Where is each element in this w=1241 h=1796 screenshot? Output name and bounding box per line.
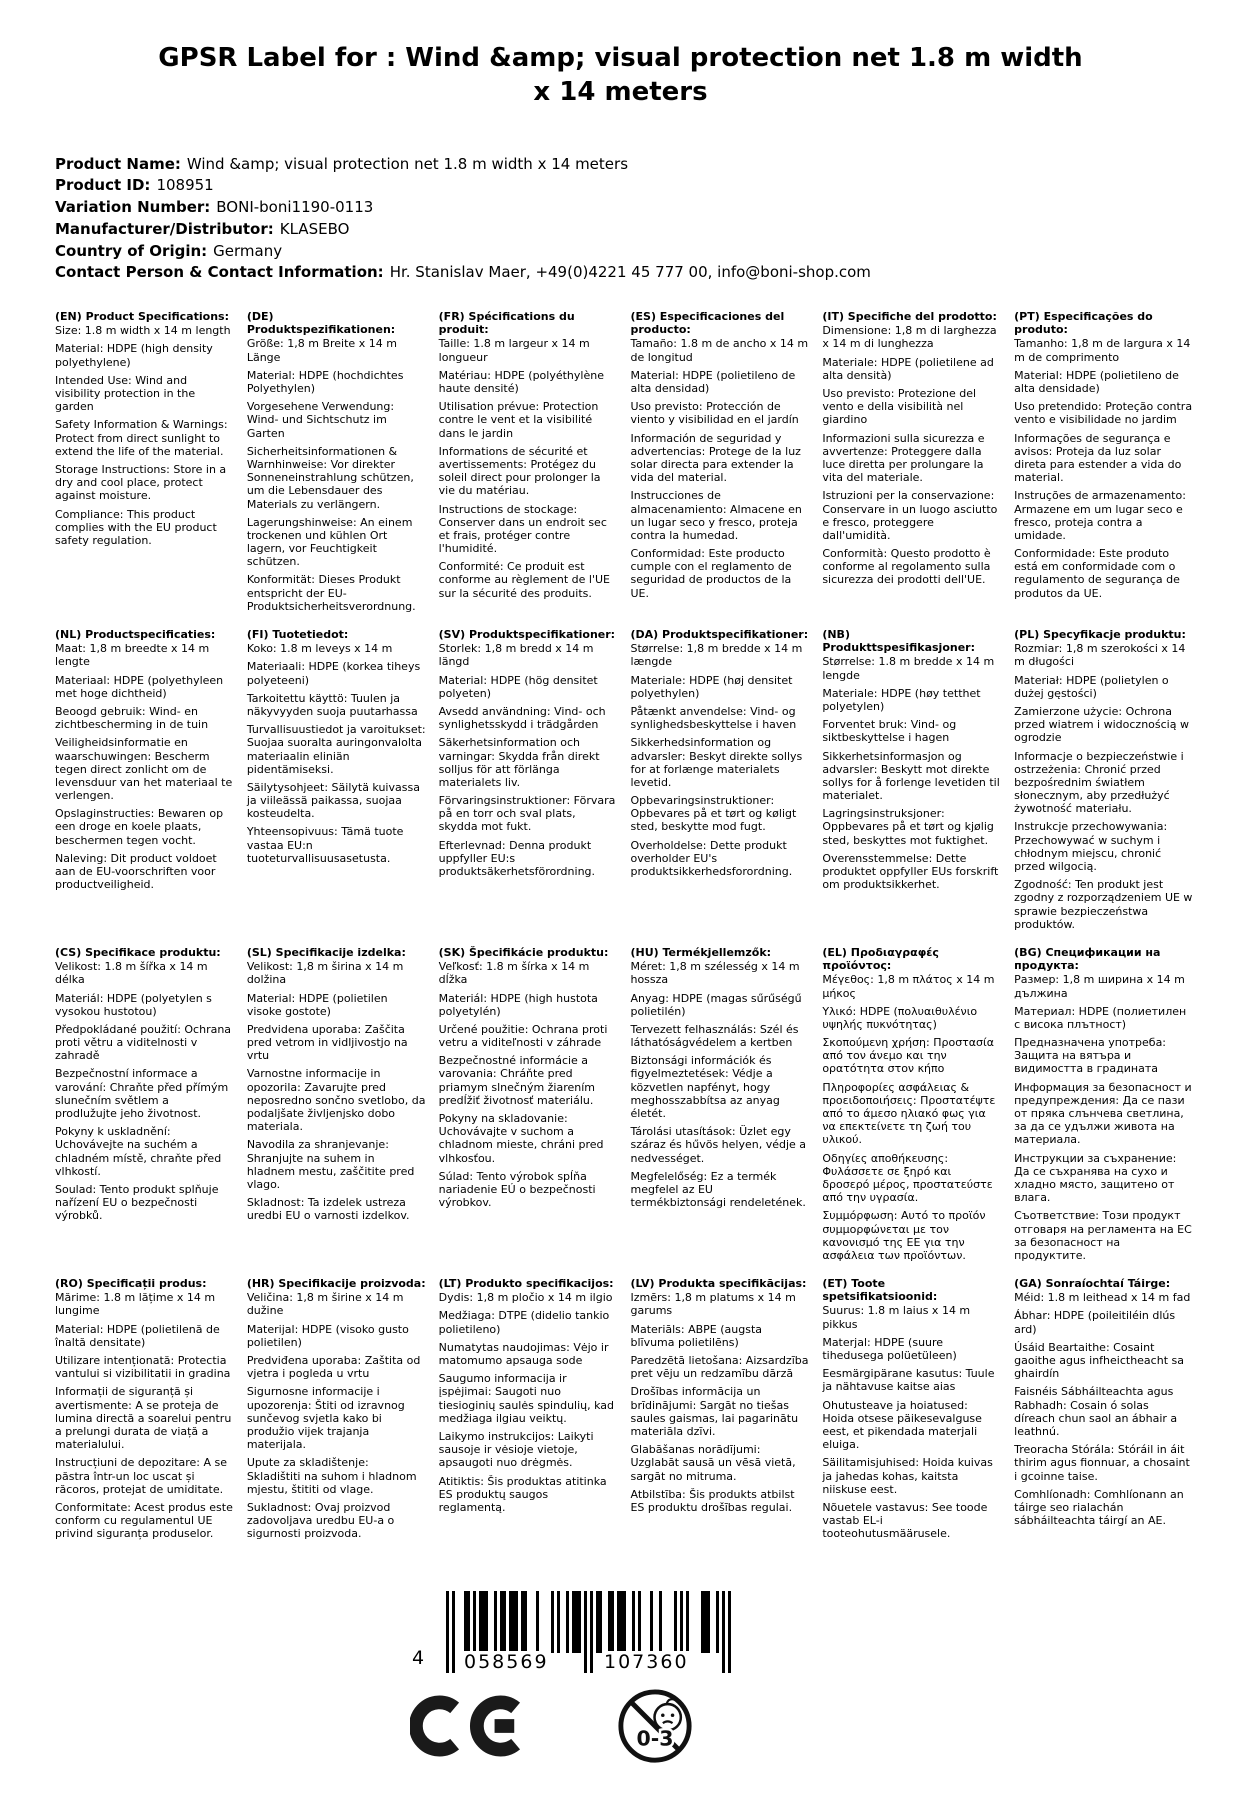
spec-paragraph: Οδηγίες αποθήκευσης: Φυλάσσετε σε ξηρό και δροσερό μέρος, προστατεύστε από την υγρασία. bbox=[822, 1151, 993, 1205]
info-label: Manufacturer/Distributor: bbox=[55, 219, 274, 238]
barcode-guard-bar bbox=[584, 1591, 587, 1673]
spec-paragraph: Uso previsto: Protección de viento y visibilidad en el jardín bbox=[630, 400, 799, 427]
spec-paragraph: Conformitate: Acest produs este conform cu regulamentul UE privind siguranța produselor. bbox=[55, 1500, 233, 1541]
spec-paragraph: Eesmärgipärane kasutus: Tuule ja nähtavuse kaitse aias bbox=[822, 1367, 995, 1394]
spec-paragraph: Beoogd gebruik: Wind- en zichtbescherming in de tuin bbox=[55, 704, 209, 732]
spec-heading-sl: (SL) Specifikacije izdelka: bbox=[246, 945, 406, 959]
spec-paragraph: Ohutusteave ja hoiatused: Hoida otsese päikesevalguse eest, et pikendada materjali eluiga. bbox=[822, 1398, 982, 1452]
spec-paragraph: Σκοπούμενη χρήση: Προστασία από τον άνεμο και την ορατότητα στον κήπο bbox=[822, 1036, 994, 1076]
spec-paragraph: Navodila za shranjevanje: Shranjujte na suhem in hladnem mestu, zaščitite pred vlago. bbox=[246, 1138, 415, 1191]
spec-paragraph: Predviđena uporaba: Zaštita od vjetra i pogleda u vrtu bbox=[246, 1354, 421, 1381]
spec-paragraph: Utilizare intenționată: Protectia vantului si vizibilitatii in gradina bbox=[55, 1354, 231, 1381]
spec-paragraph: Material: HDPE (polietileno de alta densidad) bbox=[630, 368, 796, 396]
spec-paragraph: Uso previsto: Protezione del vento e della visibilità nel giardino bbox=[822, 387, 977, 427]
info-value: KLASEBO bbox=[279, 219, 350, 238]
spec-heading-fi: (FI) Tuotetiedot: bbox=[246, 628, 349, 642]
info-line bbox=[55, 262, 1241, 284]
spec-heading-lv: (LV) Produkta specifikācijas: bbox=[630, 1277, 807, 1291]
spec-paragraph: Koko: 1.8 m leveys x 14 m bbox=[246, 642, 393, 656]
spec-paragraph: Anyag: HDPE (magas sűrűségű polietilén) bbox=[630, 991, 802, 1018]
spec-paragraph: Matériau: HDPE (polyéthylène haute densité) bbox=[438, 368, 604, 396]
spec-paragraph: Conformidad: Este producto cumple con el reglamento de seguridad de productos de la UE. bbox=[630, 547, 792, 600]
spec-paragraph: Materiāls: ABPE (augsta blīvuma polietilēns) bbox=[630, 1322, 763, 1349]
spec-paragraph: Instrukcje przechowywania: Przechowywać w suchym i chłodnym miejscu, chronić przed wilgocią. bbox=[1014, 820, 1168, 874]
age-warning-label: 0-3 bbox=[636, 1726, 674, 1751]
info-line bbox=[55, 197, 1241, 219]
spec-heading-it: (IT) Specifiche del prodotto: bbox=[822, 310, 997, 324]
spec-paragraph: Forventet bruk: Vind- og siktbeskyttelse i hagen bbox=[822, 718, 957, 745]
spec-paragraph: Conformità: Questo prodotto è conforme al regolamento sulla sicurezza dei prodotti dell'UE. bbox=[822, 547, 991, 587]
spec-paragraph: Materiaal: HDPE (polyethyleen met hoge dichtheid) bbox=[55, 673, 224, 700]
spec-paragraph: Размер: 1,8 m ширина x 14 m дължина bbox=[1014, 973, 1185, 1000]
info-line bbox=[55, 175, 1241, 197]
spec-block-sv bbox=[439, 628, 618, 936]
spec-paragraph: Sigurnosne informacije i upozorenja: Štiti od izravnog sunčevog svjetla kako bi produžio vijek trajanja materijala. bbox=[246, 1385, 405, 1452]
spec-paragraph: Veličina: 1,8 m širine x 14 m dužine bbox=[246, 1291, 404, 1318]
spec-paragraph: Informații de siguranță și avertismente: A se proteja de lumina directă a soarelui pentru a prelungi durata de viață a materialului. bbox=[55, 1385, 232, 1452]
spec-paragraph: Informações de segurança e avisos: Proteja da luz solar direta para estender a vida do material. bbox=[1014, 431, 1182, 485]
spec-paragraph: Informations de sécurité et avertissements: Protégez du soleil direct pour prolonger la vie du matériau. bbox=[438, 444, 601, 498]
barcode-first-digit: 4 bbox=[412, 1647, 427, 1670]
spec-heading-hu: (HU) Termékjellemzők: bbox=[630, 945, 772, 959]
spec-heading-ga: (GA) Sonraíochtaí Táirge: bbox=[1014, 1277, 1171, 1291]
spec-paragraph: Sicherheitsinformationen & Warnhinweise: Vor direkter Sonneneinstrahlung schützen, um die Lebensdauer des Materials zu verlängern. bbox=[246, 444, 414, 511]
spec-paragraph: Storlek: 1,8 m bredd x 14 m längd bbox=[438, 642, 594, 669]
spec-paragraph: Méret: 1,8 m szélesség x 14 m hossza bbox=[630, 960, 800, 987]
spec-block-cs bbox=[55, 946, 234, 1267]
spec-paragraph: Instrucciones de almacenamiento: Almacene en un lugar seco y fresco, proteja contra la humedad. bbox=[630, 489, 802, 542]
barcode-guard-bar bbox=[452, 1591, 455, 1673]
spec-paragraph: Yhteensopivuus: Tämä tuote vastaa EU:n tuoteturvallisuusasetusta. bbox=[246, 825, 404, 865]
spec-heading-fr: (FR) Spécifications du produit: bbox=[438, 310, 575, 337]
spec-paragraph: Compliance: This product complies with the EU product safety regulation. bbox=[55, 507, 217, 547]
spec-paragraph: Material: HDPE (polietilenă de înaltă densitate) bbox=[55, 1322, 220, 1349]
spec-block-de bbox=[247, 310, 426, 618]
spec-block-bg bbox=[1014, 946, 1193, 1267]
spec-paragraph: Treoracha Stórála: Stóráil in áit thirim agus fionnuar, a chosaint i gcoinne taise. bbox=[1014, 1443, 1190, 1483]
spec-paragraph: Velikost: 1.8 m šířka x 14 m délka bbox=[55, 960, 208, 987]
barcode-guard-bar bbox=[722, 1591, 725, 1673]
spec-paragraph: Veľkosť: 1.8 m šírka x 14 m dĺžka bbox=[438, 960, 590, 987]
spec-paragraph: Instruções de armazenamento: Armazene em um lugar seco e fresco, proteja contra a umidade. bbox=[1014, 489, 1186, 542]
info-label: Country of Origin: bbox=[55, 241, 208, 260]
spec-heading-hr: (HR) Specifikacije proizvoda: bbox=[246, 1277, 426, 1291]
ce-mark-icon bbox=[410, 1695, 528, 1757]
spec-block-ro bbox=[55, 1277, 234, 1577]
compliance-marks bbox=[410, 1687, 812, 1765]
barcode-bar bbox=[707, 1591, 710, 1653]
spec-paragraph: Pokyny k uskladnění: Uchovávejte na suchém a chladném místě, chraňte před vlhkostí. bbox=[55, 1125, 222, 1178]
spec-paragraph: Istruzioni per la conservazione: Conservare in un luogo asciutto e fresco, proteggere dall'umidità. bbox=[822, 489, 998, 542]
spec-paragraph: Material: HDPE (hög densitet polyeten) bbox=[438, 673, 598, 700]
spec-paragraph: Glabāšanas norādījumi: Uzglabāt sausā un vēsā vietā, sargāt no mitruma. bbox=[630, 1443, 796, 1483]
barcode-bar bbox=[599, 1591, 602, 1653]
spec-heading-en: (EN) Product Specifications: bbox=[55, 310, 229, 324]
spec-paragraph: Dydis: 1,8 m pločio x 14 m ilgio bbox=[438, 1291, 613, 1305]
spec-paragraph: Úsáid Beartaithe: Cosaint gaoithe agus infheictheacht sa ghairdín bbox=[1014, 1340, 1184, 1381]
spec-paragraph: Overensstemmelse: Dette produktet oppfyller EUs forskrift om produktsikkerhet. bbox=[822, 851, 999, 892]
spec-paragraph: Tárolási utasítások: Üzlet egy száraz és hűvös helyen, védje a nedvességet. bbox=[630, 1125, 807, 1165]
spec-paragraph: Material: HDPE (high density polyethylene) bbox=[55, 342, 213, 369]
spec-paragraph: Určené použitie: Ochrana proti vetru a viditeľnosti v záhrade bbox=[438, 1022, 608, 1050]
info-value: Germany bbox=[213, 241, 283, 260]
info-value: Hr. Stanislav Maer, +49(0)4221 45 777 00, info@boni-shop.com bbox=[389, 263, 871, 282]
spec-paragraph: Zamierzone użycie: Ochrona przed wiatrem i widocznością w ogrodzie bbox=[1014, 704, 1189, 745]
spec-block-ga bbox=[1014, 1277, 1193, 1577]
info-value: Wind &amp; visual protection net 1.8 m width x 14 meters bbox=[186, 154, 629, 173]
barcode-bar bbox=[473, 1591, 476, 1653]
spec-heading-de: (DE) Produktspezifikationen: bbox=[246, 310, 396, 337]
spec-paragraph: Sukladnost: Ovaj proizvod zadovoljava uredbu EU-a o sigurnosti proizvoda. bbox=[246, 1500, 395, 1541]
spec-paragraph: Μέγεθος: 1,8 m πλάτος x 14 m μήκος bbox=[822, 973, 995, 1000]
spec-paragraph: Materiál: HDPE (polyetylen s vysokou hustotou) bbox=[55, 991, 212, 1018]
spec-heading-pl: (PL) Specyfikacje produktu: bbox=[1014, 628, 1186, 642]
spec-paragraph: Suurus: 1.8 m laius x 14 m pikkus bbox=[822, 1304, 971, 1331]
spec-paragraph: Sikkerhetsinformasjon og advarsler: Beskytt mot direkte sollys for å forlenge levetiden til materialet. bbox=[822, 749, 1000, 803]
spec-paragraph: Συμμόρφωση: Αυτό το προϊόν συμμορφώνεται με τον κανονισμό της ΕΕ για την ασφάλεια των προϊόντων. bbox=[822, 1209, 986, 1262]
bottom-section bbox=[392, 1591, 812, 1765]
spec-paragraph: Uso pretendido: Proteção contra vento e visibilidade no jardim bbox=[1014, 400, 1193, 427]
barcode-guard-bar bbox=[590, 1591, 593, 1673]
spec-paragraph: Informazioni sulla sicurezza e avvertenze: Proteggere dalla luce diretta per prolungare la vita del materiale. bbox=[822, 431, 985, 485]
spec-paragraph: Säilytysohjeet: Säilytä kuivassa ja viileässä paikassa, suojaa kosteudelta. bbox=[246, 780, 420, 821]
spec-paragraph: Tervezett felhasználás: Szél és láthatóságvédelem a kertben bbox=[630, 1022, 799, 1050]
spec-paragraph: Laikymo instrukcijos: Laikyti sausoje ir vėsioje vietoje, apsaugoti nuo drėgmės. bbox=[438, 1429, 594, 1470]
barcode-bar bbox=[686, 1591, 689, 1653]
spec-paragraph: Materiale: HDPE (høj densitet polyethylen) bbox=[630, 673, 793, 700]
spec-block-it bbox=[822, 310, 1001, 618]
spec-paragraph: Avsedd användning: Vind- och synlighetsskydd i trädgården bbox=[438, 704, 606, 732]
spec-paragraph: Информация за безопасност и предупреждения: Да се пази от пряка слънчева светлина, за да се удължи живота на материала. bbox=[1014, 1080, 1192, 1147]
spec-block-sk bbox=[439, 946, 618, 1267]
spec-paragraph: Material: HDPE (polietilen visoke gostote) bbox=[246, 991, 388, 1018]
spec-paragraph: Tarkoitettu käyttö: Tuulen ja näkyvyyden suoja puutarhassa bbox=[246, 691, 418, 718]
spec-paragraph: Méid: 1.8 m leithead x 14 m fad bbox=[1014, 1291, 1191, 1305]
spec-heading-et: (ET) Toote spetsifikatsioonid: bbox=[822, 1277, 938, 1304]
spec-paragraph: Materiaali: HDPE (korkea tiheys polyeteeni) bbox=[246, 660, 421, 687]
spec-paragraph: Efterlevnad: Denna produkt uppfyller EU:s produktsäkerhetsförordning. bbox=[438, 838, 596, 879]
spec-paragraph: Rozmiar: 1,8 m szerokości x 14 m długości bbox=[1014, 642, 1186, 669]
spec-paragraph: Υλικό: HDPE (πολυαιθυλένιο υψηλής πυκνότητας) bbox=[822, 1004, 978, 1031]
barcode-bar bbox=[515, 1591, 518, 1653]
spec-paragraph: Pokyny na skladovanie: Uchovávajte v suchom a chladnom mieste, chráni pred vlhkosťou. bbox=[438, 1112, 604, 1165]
spec-heading-pt: (PT) Especificações do produto: bbox=[1014, 310, 1153, 337]
spec-paragraph: Paredzētā lietošana: Aizsardzība pret vēju un redzamību dārzā bbox=[630, 1354, 809, 1381]
barcode-bar bbox=[557, 1591, 560, 1653]
spec-paragraph: Πληροφορίες ασφάλειας & προειδοποιήσεις: Προστατέψτε από το άμεσο ηλιακό φως για να επεκτείνετε τη ζωή του υλικού. bbox=[822, 1080, 996, 1147]
ean-barcode bbox=[404, 1591, 744, 1677]
barcode-bar bbox=[650, 1591, 653, 1653]
spec-paragraph: Skladnost: Ta izdelek ustreza uredbi EU o varnosti izdelkov. bbox=[246, 1196, 410, 1223]
spec-paragraph: Sikkerhedsinformation og advarsler: Beskyt direkte sollys for at forlænge materialets levetid. bbox=[630, 736, 803, 789]
spec-heading-da: (DA) Produktspecifikationer: bbox=[630, 628, 809, 642]
barcode-right-group: 107360 bbox=[604, 1651, 689, 1674]
spec-block-sl bbox=[247, 946, 426, 1267]
spec-heading-nl: (NL) Productspecificaties: bbox=[55, 628, 216, 642]
spec-block-en bbox=[55, 310, 234, 618]
barcode-bar bbox=[623, 1591, 626, 1653]
info-label: Product ID: bbox=[55, 176, 151, 195]
spec-paragraph: Biztonsági információk és figyelmeztetések: Védje a közvetlen napfényt, hogy meghosszabbítsa az anyag életét. bbox=[630, 1054, 780, 1121]
spec-paragraph: Størrelse: 1.8 m bredde x 14 m lengde bbox=[822, 655, 995, 682]
barcode-bar bbox=[551, 1591, 554, 1653]
spec-paragraph: Størrelse: 1,8 m bredde x 14 m længde bbox=[630, 642, 803, 669]
spec-heading-bg: (BG) Спецификации на продукта: bbox=[1014, 945, 1161, 973]
spec-paragraph: Zgodność: Ten produkt jest zgodny z rozporządzeniem UE w sprawie bezpieczeństwa produktów. bbox=[1014, 878, 1193, 931]
barcode-bar bbox=[632, 1591, 635, 1653]
spec-paragraph: Bezpečnostní informace a varování: Chraňte před přímým slunečním světlem a prodlužujte jeho životnost. bbox=[55, 1067, 229, 1121]
info-label: Product Name: bbox=[55, 154, 181, 173]
spec-block-nb bbox=[822, 628, 1001, 936]
barcode-bar bbox=[503, 1591, 506, 1653]
spec-paragraph: Predvidena uporaba: Zaščita pred vetrom in vidljivostjo na vrtu bbox=[246, 1022, 408, 1063]
barcode-bar bbox=[494, 1591, 497, 1653]
spec-paragraph: Súlad: Tento výrobok spĺňa nariadenie EÚ o bezpečnosti výrobkov. bbox=[438, 1169, 596, 1210]
spec-heading-sk: (SK) Špecifikácie produktu: bbox=[438, 945, 609, 959]
barcode-bar bbox=[566, 1591, 569, 1653]
barcode-bar bbox=[680, 1591, 683, 1653]
spec-paragraph: Materiale: HDPE (polietilene ad alta densità) bbox=[822, 355, 994, 382]
spec-paragraph: Varnostne informacije in opozorila: Zavarujte pred neposredno sončno svetlobo, da podaljšate življenjsko dobo materiala. bbox=[246, 1067, 426, 1134]
info-value: BONI-boni1190-0113 bbox=[216, 198, 374, 217]
spec-heading-el: (EL) Προδιαγραφές προϊόντος: bbox=[822, 945, 939, 973]
spec-paragraph: Taille: 1.8 m largeur x 14 m longueur bbox=[438, 337, 590, 364]
spec-paragraph: Veiligheidsinformatie en waarschuwingen: Bescherm tegen direct zonlicht om de levensduur van het materiaal te verlengen. bbox=[55, 736, 233, 803]
spec-block-nl bbox=[55, 628, 234, 936]
spec-paragraph: Säkerhetsinformation och varningar: Skydda från direkt solljus för att förlänga materialets liv. bbox=[438, 736, 600, 789]
barcode-bar bbox=[659, 1591, 662, 1653]
spec-paragraph: Conformité: Ce produit est conforme au règlement de l'UE sur la sécurité des produits. bbox=[438, 560, 610, 600]
page-title: GPSR Label for : Wind &amp; visual protection net 1.8 m width x 14 meters bbox=[158, 43, 1083, 107]
info-line bbox=[55, 154, 1241, 176]
spec-paragraph: Materiał: HDPE (polietylen o dużej gęstości) bbox=[1014, 673, 1169, 700]
spec-paragraph: Lagringsinstruksjoner: Oppbevares på et tørt og kjølig sted, beskyttes mot fuktighet. bbox=[822, 807, 994, 847]
spec-paragraph: Säilitamisjuhised: Hoida kuivas ja jahedas kohas, kaitsta niiskuse eest. bbox=[822, 1456, 993, 1496]
spec-paragraph: Инструкции за съхранение: Да се съхранява на сухо и хладно място, защитено от влага. bbox=[1014, 1151, 1177, 1205]
spec-paragraph: Předpokládané použití: Ochrana proti větru a viditelnosti v zahradě bbox=[55, 1022, 232, 1063]
spec-paragraph: Safety Information & Warnings: Protect from direct sunlight to extend the life of the material. bbox=[55, 418, 228, 458]
product-info bbox=[55, 154, 1241, 285]
spec-paragraph: Tamanho: 1,8 m de largura x 14 m de comprimento bbox=[1014, 337, 1191, 364]
spec-grid bbox=[55, 310, 1193, 1577]
spec-paragraph: Atitiktis: Šis produktas atitinka ES produktų saugos reglamentą. bbox=[438, 1474, 607, 1514]
spec-paragraph: Izmērs: 1,8 m platums x 14 m garums bbox=[630, 1291, 796, 1318]
spec-paragraph: Medžiaga: DTPE (didelio tankio polietileno) bbox=[438, 1309, 610, 1336]
spec-paragraph: Saugumo informacija ir įspėjimai: Saugoti nuo tiesioginių saulės spindulių, kad medžiaga ilgiau veiktų. bbox=[438, 1372, 615, 1425]
spec-block-et bbox=[822, 1277, 1001, 1577]
spec-paragraph: Storage Instructions: Store in a dry and cool place, protect against moisture. bbox=[55, 462, 227, 503]
spec-paragraph: Vorgesehene Verwendung: Wind- und Sichtschutz im Garten bbox=[246, 400, 395, 440]
spec-paragraph: Upute za skladištenje: Skladištiti na suhom i hladnom mjestu, štititi od vlage. bbox=[246, 1456, 417, 1496]
spec-paragraph: Opslaginstructies: Bewaren op een droge en koele plaats, beschermen tegen vocht. bbox=[55, 807, 224, 847]
spec-heading-nb: (NB) Produkttspesifikasjoner: bbox=[822, 628, 975, 655]
info-value: 108951 bbox=[156, 176, 214, 195]
spec-paragraph: Instructions de stockage: Conserver dans un endroit sec et frais, protéger contre l'humidité. bbox=[438, 502, 607, 556]
barcode-bar bbox=[674, 1591, 677, 1653]
spec-paragraph: Material: HDPE (polietileno de alta densidade) bbox=[1014, 368, 1179, 396]
spec-paragraph: Turvallisuustiedot ja varoitukset: Suojaa suoralta auringonvalolta materiaalin eliniän pidentämiseksi. bbox=[246, 723, 426, 776]
spec-paragraph: Nõuetele vastavus: See toode vastab EL-i tooteohutusmäärusele. bbox=[822, 1500, 988, 1541]
barcode-bar bbox=[467, 1591, 470, 1653]
spec-paragraph: Предназначена употреба: Защита на вятъра и видимостта в градината bbox=[1014, 1036, 1167, 1076]
info-label: Variation Number: bbox=[55, 198, 211, 217]
spec-paragraph: Материал: HDPE (полиетилен с висока плътност) bbox=[1014, 1004, 1187, 1031]
barcode-bar bbox=[638, 1591, 641, 1653]
spec-heading-lt: (LT) Produkto specifikacijos: bbox=[438, 1277, 614, 1291]
spec-paragraph: Materijal: HDPE (visoko gusto polietilen) bbox=[246, 1322, 409, 1349]
spec-paragraph: Bezpečnostné informácie a varovania: Chráňte pred priamym slnečným žiarením predĺžiť životnosť materiálu. bbox=[438, 1054, 596, 1107]
spec-paragraph: Påtænkt anvendelse: Vind- og synlighedsbeskyttelse i haven bbox=[630, 704, 797, 732]
spec-paragraph: Comhlíonadh: Comhlíonann an táirge seo rialachán sábháilteachta táirgí an AE. bbox=[1014, 1487, 1184, 1528]
spec-paragraph: Faisnéis Sábháilteachta agus Rabhadh: Cosain ó solas díreach chun saol an ábhair a leathnú. bbox=[1014, 1385, 1178, 1438]
spec-paragraph: Съответствие: Този продукт отговаря на регламента на ЕС за безопасност на продуктите. bbox=[1014, 1209, 1192, 1262]
spec-paragraph: Opbevaringsinstruktioner: Opbevares på et tørt og køligt sted, beskytte mod fugt. bbox=[630, 794, 797, 834]
spec-heading-ro: (RO) Specificații produs: bbox=[55, 1277, 207, 1291]
spec-paragraph: Atbilstība: Šis produkts atbilst ES produktu drošības regulai. bbox=[630, 1487, 795, 1514]
spec-block-fi bbox=[247, 628, 426, 936]
spec-paragraph: Soulad: Tento produkt splňuje nařízení EU o bezpečnosti výrobků. bbox=[55, 1182, 219, 1223]
spec-paragraph: Förvaringsinstruktioner: Förvara på en torr och sval plats, skydda mot fukt. bbox=[438, 794, 616, 834]
barcode-left-group: 058569 bbox=[464, 1651, 549, 1674]
spec-paragraph: Dimensione: 1,8 m di larghezza x 14 m di lunghezza bbox=[822, 324, 997, 351]
spec-paragraph: Utilisation prévue: Protection contre le vent et la visibilité dans le jardin bbox=[438, 400, 599, 440]
spec-paragraph: Lagerungshinweise: An einem trockenen und kühlen Ort lagern, vor Feuchtigkeit schützen. bbox=[246, 515, 413, 569]
spec-paragraph: Größe: 1,8 m Breite x 14 m Länge bbox=[246, 337, 397, 364]
info-line bbox=[55, 219, 1241, 241]
spec-paragraph: Numatytas naudojimas: Vėjo ir matomumo apsauga sode bbox=[438, 1340, 609, 1368]
spec-paragraph: Intended Use: Wind and visibility protection in the garden bbox=[55, 373, 196, 414]
spec-block-fr bbox=[439, 310, 618, 618]
spec-paragraph: Material: HDPE (hochdichtes Polyethylen) bbox=[246, 368, 404, 396]
spec-paragraph: Velikost: 1,8 m širina x 14 m dolžina bbox=[246, 960, 404, 987]
spec-paragraph: Overholdelse: Dette produkt overholder EU's produktsikkerhedsforordning. bbox=[630, 838, 793, 879]
spec-paragraph: Instrucțiuni de depozitare: A se păstra într-un loc uscat și răcoros, protejat de umiditate. bbox=[55, 1456, 228, 1496]
spec-heading-cs: (CS) Specifikace produktu: bbox=[55, 945, 221, 959]
spec-paragraph: Size: 1.8 m width x 14 m length bbox=[55, 324, 231, 338]
spec-block-da bbox=[630, 628, 809, 936]
spec-paragraph: Konformität: Dieses Produkt entspricht der EU-Produktsicherheitsverordnung. bbox=[246, 573, 416, 613]
spec-block-hu bbox=[630, 946, 809, 1267]
spec-paragraph: Megfelelőség: Ez a termék megfelel az EU termékbiztonsági rendeletének. bbox=[630, 1169, 806, 1210]
barcode-guard-bar bbox=[728, 1591, 731, 1673]
spec-paragraph: Drošības informācija un brīdinājumi: Sargāt no tiešas saules gaismas, lai pagarinātu materiāla dzīvi. bbox=[630, 1385, 799, 1438]
spec-heading-es: (ES) Especificaciones del producto: bbox=[630, 310, 785, 337]
spec-paragraph: Materiale: HDPE (høy tetthet polyetylen) bbox=[822, 686, 981, 713]
barcode-bar bbox=[611, 1591, 614, 1653]
barcode-bar bbox=[578, 1591, 581, 1653]
spec-block-hr bbox=[247, 1277, 426, 1577]
spec-block-es bbox=[630, 310, 809, 618]
spec-paragraph: Conformidade: Este produto está em conformidade com o regulamento de segurança de produtos da UE. bbox=[1014, 547, 1180, 600]
spec-heading-sv: (SV) Produktspecifikationer: bbox=[438, 628, 616, 642]
spec-block-pt bbox=[1014, 310, 1193, 618]
spec-paragraph: Tamaño: 1.8 m de ancho x 14 m de longitud bbox=[630, 337, 809, 364]
spec-paragraph: Materjal: HDPE (suure tihedusega polüetüleen) bbox=[822, 1335, 957, 1363]
spec-paragraph: Ábhar: HDPE (poileitiléin dlús ard) bbox=[1014, 1309, 1176, 1336]
barcode-bar bbox=[536, 1591, 539, 1653]
barcode-bar bbox=[716, 1591, 719, 1653]
age-warning-0-3-icon bbox=[616, 1687, 694, 1765]
spec-block-lv bbox=[630, 1277, 809, 1577]
spec-paragraph: Información de seguridad y advertencias: Protege de la luz solar directa para extender la vida del material. bbox=[630, 431, 801, 485]
spec-block-pl bbox=[1014, 628, 1193, 936]
spec-paragraph: Mărime: 1.8 m lățime x 14 m lungime bbox=[55, 1291, 216, 1318]
info-line bbox=[55, 241, 1241, 263]
info-label: Contact Person & Contact Information: bbox=[55, 263, 384, 282]
spec-paragraph: Informacje o bezpieczeństwie i ostrzeżenia: Chronić przed bezpośrednim światłem słonecznym, aby przedłużyć żywotność materiału. bbox=[1014, 749, 1184, 816]
spec-paragraph: Naleving: Dit product voldoet aan de EU-voorschriften voor productveiligheid. bbox=[55, 851, 217, 892]
barcode-guard-bar bbox=[446, 1591, 449, 1673]
spec-paragraph: Materiál: HDPE (high hustota polyetylén) bbox=[438, 991, 598, 1018]
spec-block-lt bbox=[439, 1277, 618, 1577]
spec-paragraph: Maat: 1,8 m breedte x 14 m lengte bbox=[55, 642, 210, 669]
barcode-bar bbox=[524, 1591, 527, 1653]
barcode-bar bbox=[485, 1591, 488, 1653]
spec-block-el bbox=[822, 946, 1001, 1267]
